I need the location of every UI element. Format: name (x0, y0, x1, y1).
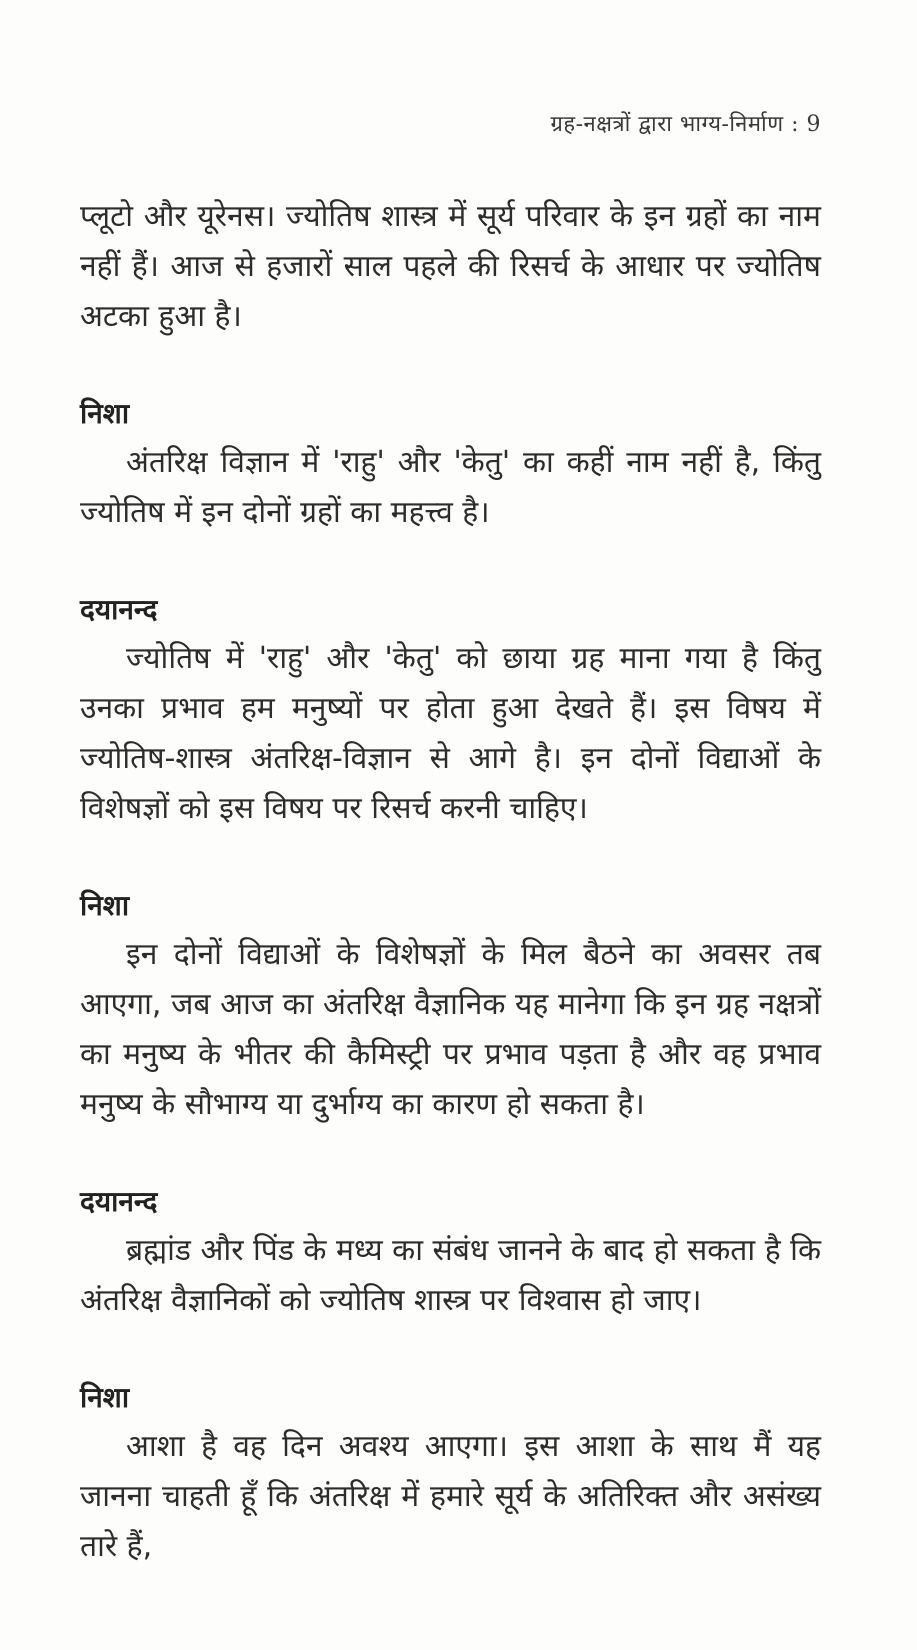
intro-block (80, 192, 821, 342)
dialogue-block (80, 590, 821, 834)
intro-paragraph: प्लूटो और यूरेनस। ज्योतिष शास्त्र में सूर्य परिवार के इन ग्रहों का नाम नहीं हैं। आज से हजारों साल पहले की रिसर्च के आधार पर ज्योतिष अटका हुआ है। (80, 199, 821, 334)
running-header: ग्रह-नक्षत्रों द्वारा भाग्य-निर्माण : 9 (550, 112, 821, 137)
speaker-name: दयानन्द (80, 1185, 158, 1218)
dialogue-paragraph: ब्रह्मांड और पिंड के मध्य का संबंध जानने के बाद हो सकता है कि अंतरिक्ष वैज्ञानिकों को ज्योतिष शास्त्र पर विश्वास हो जाए। (80, 1233, 821, 1318)
speaker-name: निशा (80, 1381, 130, 1414)
dialogue-paragraph: अंतरिक्ष विज्ञान में 'राहु' और 'केतु' का कहीं नाम नहीं है, किंतु ज्योतिष में इन दोनों ग्रहों का महत्त्व है। (80, 445, 821, 530)
speaker-name: दयानन्द (80, 593, 158, 626)
dialogue-paragraph: आशा है वह दिन अवश्य आएगा। इस आशा के साथ मैं यह जानना चाहती हूँ कि अंतरिक्ष में हमारे सूर्य के अतिरिक्त और असंख्य तारे हैं, (80, 1429, 821, 1564)
dialogue-block (80, 886, 821, 1130)
speaker-name: निशा (80, 397, 130, 430)
dialogue-block (80, 1182, 821, 1326)
dialogue-paragraph: ज्योतिष में 'राहु' और 'केतु' को छाया ग्रह माना गया है किंतु उनका प्रभाव हम मनुष्यों पर होता हुआ देखते हैं। इस विषय में ज्योतिष-शास्त्र अंतरिक्ष-विज्ञान से आगे है। इन दोनों विद्याओं के विशेषज्ञों को इस विषय पर रिसर्च करनी चाहिए। (80, 641, 821, 826)
dialogue-block (80, 1378, 821, 1572)
speaker-name: निशा (80, 889, 130, 922)
dialogue-block (80, 394, 821, 538)
dialogue-paragraph: इन दोनों विद्याओं के विशेषज्ञों के मिल बैठने का अवसर तब आएगा, जब आज का अंतरिक्ष वैज्ञानिक यह मानेगा कि इन ग्रह नक्षत्रों का मनुष्य के भीतर की कैमिस्ट्री पर प्रभाव पड़ता है और वह प्रभाव मनुष्य के सौभाग्य या दुर्भाग्य का कारण हो सकता है। (80, 937, 821, 1122)
